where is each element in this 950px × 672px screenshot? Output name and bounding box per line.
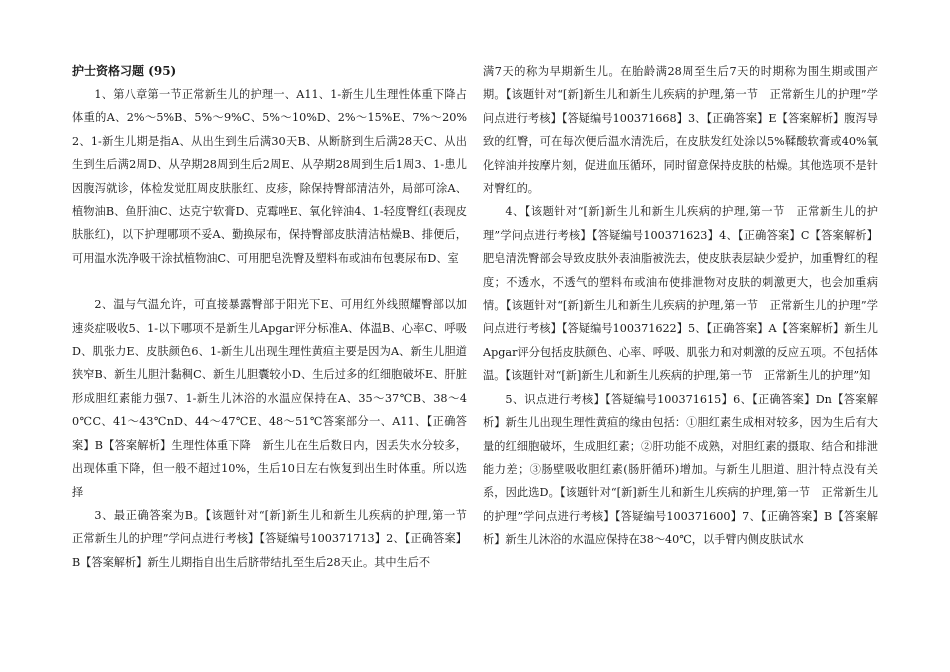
- paragraph: 5、识点进行考核】【答疑编号100371615】6、【正确答案】Dn【答案解析】新生儿出现生理性黄疸的缘由包括：①胆红素生成相对较多，因为生后有大量的红细胞破坏，生成胆红素；②肝功能不成熟，对胆红素的摄取、结合和排泄能力差；③肠壁吸收胆红素(肠肝循环)增加。与新生儿胆道、胆汁特点没有关系，因此选D。【该题针对“[新]新生儿和新生儿疾病的护理,第一节 正常新生儿的护理”学问点进行考核】【答疑编号100371600】7、【正确答案】B【答案解析】新生儿沐浴的水温应保持在38～40℃，以手臂内侧皮肤试水: [483, 392, 878, 547]
- paragraph-gap: [72, 270, 467, 293]
- left-column: [72, 60, 479, 574]
- paragraph: 2、温与气温允许，可直接暴露臀部于阳光下E、可用红外线照耀臀部以加速炎症吸收5、1-以下哪项不是新生儿Apgar评分标准A、体温B、心率C、呼吸D、肌张力E、皮肤颜色6、1-新生儿出现生理性黄疸主要是因为A、新生儿胆道狭窄B、新生儿胆汁黏稠C、新生儿胆囊较小D、生后过多的红细胞破坏E、肝脏形成胆红素能力强7、1-新生儿沐浴的水温应保持在A、35～37℃B、38～40℃C、41～43℃nD、44～47℃E、48～51℃答案部分一、A11、【正确答案】B【答案解析】生理性体重下降 新生儿在生后数日内，因丢失水分较多，出现体重下降，但一般不超过10%，生后10日左右恢复到出生时体重。所以选择: [72, 298, 467, 499]
- paragraph: 3、最正确答案为B。【该题针对“[新]新生儿和新生儿疾病的护理,第一节 正常新生儿的护理”学问点进行考核】【答疑编号100371713】2、【正确答案】B【答案解析】新生儿期指自出生后脐带结扎至生后28天止。其中生后不: [72, 508, 479, 569]
- paragraph: 满7天的称为早期新生儿。在胎龄满28周至生后7天的时期称为围生期或围产期。【该题针对“[新]新生儿和新生儿疾病的护理,第一节 正常新生儿的护理”学问点进行考核】【答疑编号100371668】3、【正确答案】E【答案解析】腹泻导致的红臀，可在每次便后温水清洗后，在皮肤发红处涂以5%鞣酸软膏或40%氧化锌油并按摩片刻，促进血压循环，同时留意保持皮肤的枯燥。其他选项不是针对臀红的。: [483, 65, 878, 196]
- paragraph: 4、【该题针对“[新]新生儿和新生儿疾病的护理,第一节 正常新生儿的护理”学问点进行考核】【答疑编号100371623】4、【正确答案】C【答案解析】肥皂清洗臀部会导致皮肤外表油脂被洗去，使皮肤表层缺少爱护，加重臀红的程度；不透水，不透气的塑料布或油布使排泄物对皮肤的刺激更大，也会加重病情。【该题针对“[新]新生儿和新生儿疾病的护理,第一节 正常新生儿的护理”学问点进行考核】【答疑编号100371622】5、【正确答案】A【答案解析】新生儿Apgar评分包括皮肤颜色、心率、呼吸、肌张力和对刺激的反应五项。不包括体温。【该题针对“[新]新生儿和新生儿疾病的护理,第一节 正常新生儿的护理”知: [483, 205, 878, 383]
- paragraph: 1、第八章第一节正常新生儿的护理一、A11、1-新生儿生理性体重下降占体重的A、2%～5%B、5%～9%C、5%～10%D、2%～15%E、7%～20%2、1-新生儿期是指A、从出生到生后满30天B、从断脐到生后满28天C、从出生到生后满2周D、从孕期28周到生后2周E、从孕期28周到生后1周3、1-患儿因腹泻就诊，体检发觉肛周皮肤胀红、皮疹，除保持臀部清洁外，局部可涂A、植物油B、鱼肝油C、达克宁软膏D、克霉唑E、氧化锌油4、1-轻度臀红(表现皮肤胀红)，以下护理哪项不妥A、勤换尿布，保持臀部皮肤清洁枯燥B、排便后，可用温水洗净吸干涂拭植物油C、可用肥皂洗臀及塑料布或油布包裹尿布D、室: [72, 88, 467, 265]
- right-column: [483, 60, 878, 552]
- document-title: 护士资格习题 (95): [72, 64, 177, 78]
